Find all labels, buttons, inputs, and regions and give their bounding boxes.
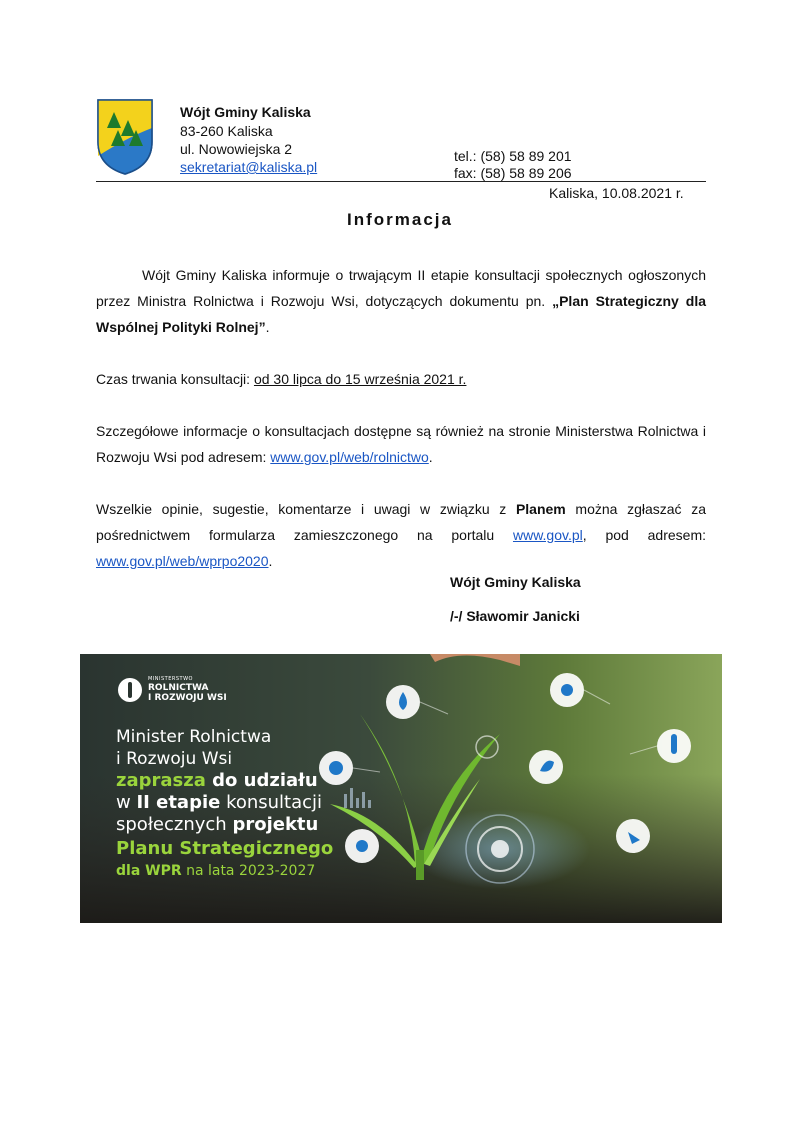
banner-line-1: Minister Rolnictwa <box>116 727 272 747</box>
banner-project: projektu <box>232 814 319 835</box>
fax-number: fax: (58) 58 89 206 <box>454 165 572 181</box>
feedback-text-b: można zgłaszać za pośrednictwem formularza zamieszczonego na portalu <box>96 501 706 543</box>
office-name: Wójt Gminy Kaliska <box>180 104 311 120</box>
signature-name: /-/ Sławomir Janicki <box>450 608 580 624</box>
consultation-banner <box>80 654 722 923</box>
banner-participation: do udziału <box>205 770 318 791</box>
banner-line-7 <box>116 860 333 882</box>
plan-name: „Plan Strategiczny dla Wspólnej Polityki Rolnej” <box>96 293 706 335</box>
ministry-logo-line2: I ROZWOJU WSI <box>148 693 227 703</box>
banner-invite: zaprasza <box>116 770 206 791</box>
plan-word: Planem <box>515 501 566 517</box>
banner-social: społecznych <box>116 814 233 835</box>
ministry-logo-line1: ROLNICTWA <box>148 683 209 693</box>
banner-w: w <box>116 792 137 813</box>
signature-title: Wójt Gminy Kaliska <box>450 574 581 590</box>
banner-headline <box>116 726 333 882</box>
details-end: . <box>428 449 433 465</box>
ministry-logo-top: MINISTERSTWO <box>148 676 193 682</box>
postal-code: 83-260 Kaliska <box>180 123 273 139</box>
banner-consult: konsultacji <box>220 792 323 813</box>
feedback-text-a: Wszelkie opinie, sugestie, komentarze i uwagi w związku z <box>96 501 516 517</box>
document-title: Informacja <box>347 210 453 229</box>
paragraph-intro <box>96 262 706 340</box>
ministry-link[interactable]: www.gov.pl/web/rolnictwo <box>270 449 429 465</box>
duration-dates: od 30 lipca do 15 września 2021 r. <box>253 371 467 387</box>
paragraph-duration <box>96 366 706 392</box>
banner-line-6: Planu Strategicznego <box>116 838 334 859</box>
paragraph-details <box>96 418 706 470</box>
email-link[interactable]: sekretariat@kaliska.pl <box>180 159 318 175</box>
details-text: Szczegółowe informacje o konsultacjach dostępne są również na stronie Ministerstwa Rolnictwa i Rozwoju Wsi pod adresem: <box>96 423 706 465</box>
banner-stage: II etapie <box>136 792 221 813</box>
header-divider <box>96 181 706 182</box>
banner-line-5 <box>116 814 333 836</box>
feedback-text-c: , pod adresem: <box>582 527 706 543</box>
phone-number: tel.: (58) 58 89 201 <box>454 148 572 164</box>
banner-wpr: dla WPR <box>116 863 182 879</box>
form-link[interactable]: www.gov.pl/web/wprpo2020 <box>96 553 269 569</box>
feedback-end: . <box>268 553 273 569</box>
intro-text: Wójt Gminy Kaliska informuje o trwającym II etapie konsultacji społecznych ogłoszonych przez Ministra Rolnictwa i Rozwoju Wsi, dotyczących dokumentu pn. <box>96 267 706 309</box>
banner-years: na lata 2023-2027 <box>181 863 316 879</box>
kaliska-coat-of-arms-icon <box>96 98 154 176</box>
intro-end: . <box>265 319 270 335</box>
ministry-logo-icon <box>118 678 142 702</box>
banner-line-4 <box>116 792 333 814</box>
banner-line-2: i Rozwoju Wsi <box>116 749 233 769</box>
document-date: Kaliska, 10.08.2021 r. <box>549 185 684 201</box>
street-address: ul. Nowowiejska 2 <box>180 141 293 157</box>
paragraph-feedback <box>96 496 706 574</box>
gov-portal-link[interactable]: www.gov.pl <box>512 527 583 543</box>
duration-label: Czas trwania konsultacji: <box>96 371 254 387</box>
banner-line-3 <box>116 770 333 792</box>
